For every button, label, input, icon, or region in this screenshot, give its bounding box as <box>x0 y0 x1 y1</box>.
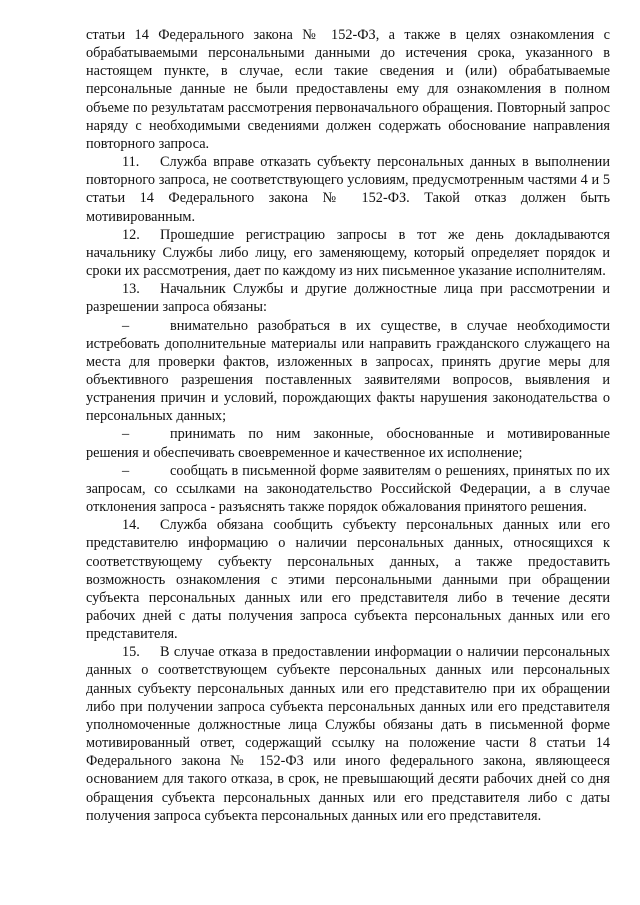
list-item-text: внимательно разобраться в их существе, в случае необходимости истребовать дополнительные материалы или направить гражданского служащего на места для проверки фактов, изложенных в запросах, принять другие меры для объективного разрешения поставленных заявителями вопросов, выявления и устранения причин и условий, порождающих факты нарушения законодательства о персональных данных; <box>86 317 610 425</box>
list-item-text: сообщать в письменной форме заявителям о решениях, принятых по их запросам, со ссылками на законодательство Российской Федерации, а в случае отклонения запроса - разъяснять также порядок обжалования принятого решения. <box>86 462 610 516</box>
paragraph-text: Начальник Службы и другие должностные лица при рассмотрении и разрешении запроса обязаны: <box>86 281 610 316</box>
paragraph-text: Служба обязана сообщить субъекту персональных данных или его представителю информацию о наличии персональных данных, относящихся к соответствующему субъекту персональных данных, а также предоставить возможность ознакомления с этими персональными данными при обращении субъекта персональных данных или его представителя либо в течение десяти рабочих дней с даты получения запроса субъекта персональных данных или его представителя. <box>86 517 610 643</box>
dash-marker: – <box>122 426 130 443</box>
paragraph-10-continuation <box>86 26 610 153</box>
paragraph-number: 12. <box>122 226 140 243</box>
list-item <box>86 425 610 461</box>
list-item <box>86 462 610 516</box>
paragraph-text: статьи 14 Федерального закона № 152-ФЗ, а также в целях ознакомления с обрабатываемыми персональными данными до истечения срока, указанного в настоящем пункте, в случае, если такие сведения и (или) обрабатываемые персональные данные не были предоставлены ему для ознакомления в полном объеме по результатам рассмотрения первоначального обращения. Повторный запрос наряду с необходимыми сведениями должен содержать обоснование направления повторного запроса. <box>86 27 610 152</box>
paragraph-13 <box>86 280 610 316</box>
paragraph-number: 15. <box>122 644 140 661</box>
paragraph-14 <box>86 516 610 643</box>
list-item-text: принимать по ним законные, обоснованные и мотивированные решения и обеспечивать своевременное и качественное их исполнение; <box>86 426 610 461</box>
dash-marker: – <box>122 462 130 479</box>
paragraph-number: 13. <box>122 281 140 298</box>
paragraph-text: Прошедшие регистрацию запросы в тот же день докладываются начальнику Службы либо лицу, его заменяющему, который определяет порядок и сроки их рассмотрения, дает по каждому из них письменное указание исполнителям. <box>86 226 610 280</box>
paragraph-text: В случае отказа в предоставлении информации о наличии персональных данных о соответствующем субъекте персональных данных или персональных данных субъекту персональных данных или его представителю при их обращении либо при получении запроса субъекта персональных данных или его представителя уполномоченные должностные лица Службы обязаны дать в письменной форме мотивированный ответ, содержащий ссылку на положение части 8 статьи 14 Федерального закона № 152-ФЗ или иного федерального закона, являющееся основанием для такого отказа, в срок, не превышающий десяти рабочих дней со дня обращения субъекта персональных данных или его представителя либо с даты получения запроса субъекта персональных данных или его представителя. <box>86 644 610 824</box>
paragraph-15 <box>86 643 610 825</box>
paragraph-11 <box>86 153 610 226</box>
paragraph-number: 11. <box>122 154 140 171</box>
document-page <box>86 26 610 825</box>
paragraph-12 <box>86 226 610 280</box>
paragraph-number: 14. <box>122 517 140 534</box>
list-item <box>86 317 610 426</box>
paragraph-text: Служба вправе отказать субъекту персональных данных в выполнении повторного запроса, не соответствующего условиям, предусмотренным частями 4 и 5 статьи 14 Федерального закона № 152-ФЗ. Такой отказ должен быть мотивированным. <box>86 154 610 225</box>
dash-marker: – <box>122 317 130 334</box>
